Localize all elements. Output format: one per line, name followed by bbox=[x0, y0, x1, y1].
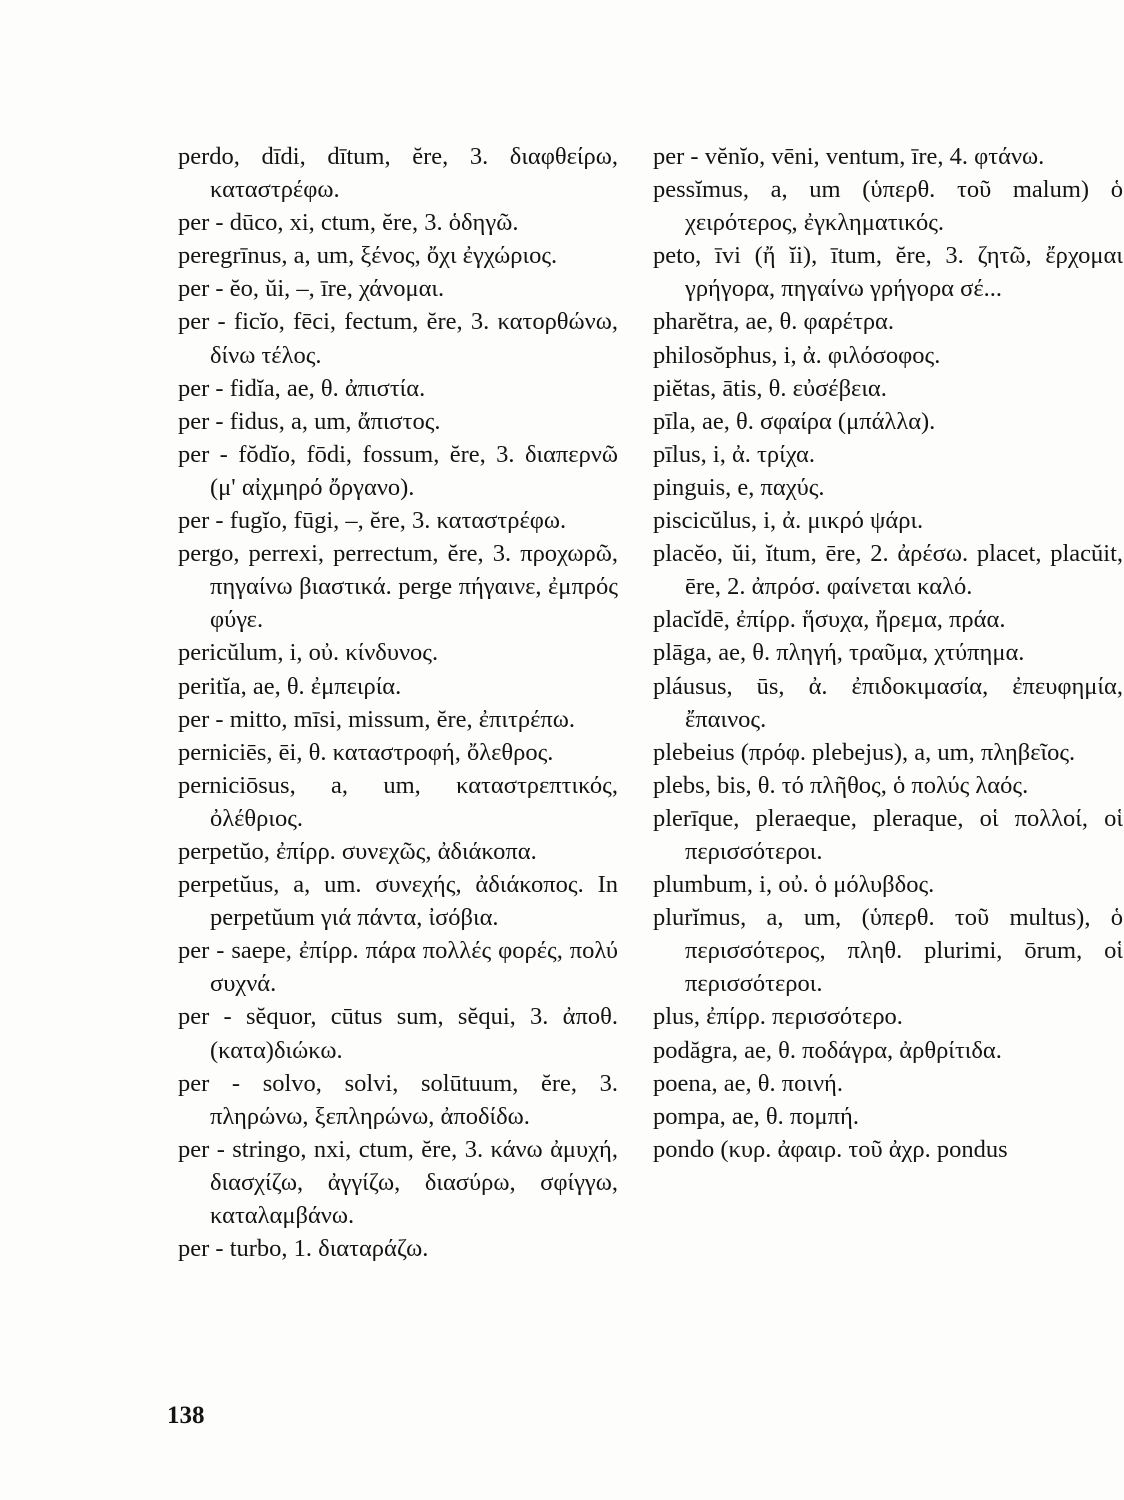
dictionary-entry: per - fugĭo, fūgi, –, ĕre, 3. καταστρέφω. bbox=[178, 507, 567, 535]
dictionary-entry: pondo (κυρ. ἀφαιρ. τοῦ ἀχρ. pondus bbox=[653, 1135, 1008, 1163]
dictionary-entry: per - ficĭo, fēci, fectum, ĕre, 3. κατορθώνω, δίνω τέλος. bbox=[178, 308, 618, 369]
dictionary-entry: piĕtas, ātis, θ. εὐσέβεια. bbox=[653, 374, 887, 402]
left-column bbox=[178, 140, 618, 1265]
dictionary-entry: perpetŭo, ἐπίρρ. συνεχῶς, ἀδιάκοπα. bbox=[178, 837, 537, 865]
dictionary-entry: peregrīnus, a, um, ξένος, ὄχι ἐγχώριος. bbox=[178, 242, 558, 270]
dictionary-entry: per - stringo, nxi, ctum, ĕre, 3. κάνω ἀμυχή, διασχίζω, ἀγγίζω, διασύρω, σφίγγω, καταλαμβάνω. bbox=[178, 1135, 618, 1229]
dictionary-entry: pompa, ae, θ. πομπή. bbox=[653, 1102, 859, 1130]
dictionary-entry: piscicŭlus, i, ἀ. μικρό ψάρι. bbox=[653, 507, 924, 535]
dictionary-entry: plurĭmus, a, um, (ὑπερθ. τοῦ multus), ὁ περισσότερος, πληθ. plurimi, ōrum, οἱ περισσότεροι. bbox=[653, 904, 1123, 998]
dictionary-entry: per - fidus, a, um, ἄπιστος. bbox=[178, 407, 441, 435]
dictionary-entry: philosŏphus, i, ἀ. φιλόσοφος. bbox=[653, 341, 941, 369]
dictionary-entry: plāga, ae, θ. πληγή, τραῦμα, χτύπημα. bbox=[653, 639, 1025, 667]
dictionary-entry: podăgra, ae, θ. ποδάγρα, ἀρθρίτιδα. bbox=[653, 1036, 1002, 1064]
dictionary-entry: plerīque, pleraeque, pleraque, οἱ πολλοί, οἱ περισσότεροι. bbox=[653, 804, 1123, 865]
dictionary-entry: pessĭmus, a, um (ὑπερθ. τοῦ malum) ὁ χειρότερος, ἐγκληματικός. bbox=[653, 176, 1123, 237]
dictionary-entry: perpetŭus, a, um. συνεχής, ἀδιάκοπος. In perpetŭum γιά πάντα, ἰσόβια. bbox=[178, 871, 618, 932]
dictionary-entry: per - mitto, mīsi, missum, ĕre, ἐπιτρέπω. bbox=[178, 705, 576, 733]
dictionary-entry: plebeius (πρόφ. plebejus), a, um, πληβεῖος. bbox=[653, 738, 1076, 766]
dictionary-entry: perniciēs, ēi, θ. καταστροφή, ὄλεθρος. bbox=[178, 738, 554, 766]
dictionary-entry: plebs, bis, θ. τό πλῆθος, ὁ πολύς λαός. bbox=[653, 771, 1029, 799]
dictionary-entry: pharĕtra, ae, θ. φαρέτρα. bbox=[653, 308, 895, 336]
dictionary-entry: pergo, perrexi, perrectum, ĕre, 3. προχωρῶ, πηγαίνω βιαστικά. perge πήγαινε, ἐμπρός φύγε. bbox=[178, 540, 618, 634]
dictionary-entry: per - vĕnĭo, vēni, ventum, īre, 4. φτάνω. bbox=[653, 143, 1045, 170]
dictionary-entry: per - solvo, solvi, solūtuum, ĕre, 3. πληρώνω, ξεπληρώνω, ἀποδίδω. bbox=[178, 1069, 618, 1130]
dictionary-entry: placĭdē, ἐπίρρ. ἥσυχα, ἤρεμα, πράα. bbox=[653, 606, 1006, 634]
right-column bbox=[653, 140, 1123, 1166]
dictionary-entry: plumbum, i, οὐ. ὁ μόλυβδος. bbox=[653, 871, 935, 899]
dictionary-entry: plus, ἐπίρρ. περισσότερο. bbox=[653, 1003, 903, 1031]
dictionary-entry: per - dūco, xi, ctum, ĕre, 3. ὁδηγῶ. bbox=[178, 209, 519, 237]
dictionary-entry: pericŭlum, i, οὐ. κίνδυνος. bbox=[178, 639, 439, 667]
page-number: 138 bbox=[167, 1402, 205, 1429]
dictionary-entry: pláusus, ūs, ἀ. ἐπιδοκιμασία, ἐπευφημία, ἔπαινος. bbox=[653, 672, 1123, 733]
dictionary-entry: pīlus, i, ἀ. τρίχα. bbox=[653, 440, 816, 468]
dictionary-entry: pinguis, e, παχύς. bbox=[653, 473, 825, 501]
dictionary-entry: per - saepe, ἐπίρρ. πάρα πολλές φορές, πολύ συχνά. bbox=[178, 937, 618, 998]
dictionary-entry: perdo, dīdi, dītum, ĕre, 3. διαφθείρω, καταστρέφω. bbox=[178, 143, 618, 204]
dictionary-entry: placĕo, ŭi, ĭtum, ēre, 2. ἀρέσω. placet, placŭit, ēre, 2. ἀπρόσ. φαίνεται καλό. bbox=[653, 540, 1123, 601]
dictionary-entry: perniciōsus, a, um, καταστρεπτικός, ὀλέθριος. bbox=[178, 771, 618, 832]
dictionary-entry: pīla, ae, θ. σφαίρα (μπάλλα). bbox=[653, 407, 936, 435]
dictionary-entry: peto, īvi (ἤ ĭi), ītum, ĕre, 3. ζητῶ, ἔρχομαι γρήγορα, πηγαίνω γρήγορα σέ... bbox=[653, 242, 1123, 303]
dictionary-entry: per - turbo, 1. διαταράζω. bbox=[178, 1235, 429, 1263]
dictionary-entry: per - ĕo, ŭi, –, īre, χάνομαι. bbox=[178, 275, 445, 303]
dictionary-entry: per - fidĭa, ae, θ. ἀπιστία. bbox=[178, 374, 426, 402]
dictionary-entry: per - sĕquor, cūtus sum, sĕqui, 3. ἀποθ. (κατα)διώκω. bbox=[178, 1003, 618, 1064]
dictionary-entry: peritĭa, ae, θ. ἐμπειρία. bbox=[178, 672, 402, 700]
dictionary-entry: per - fŏdĭo, fōdi, fossum, ĕre, 3. διαπερνῶ (μ' αἰχμηρό ὄργανο). bbox=[178, 440, 618, 501]
dictionary-entry: poena, ae, θ. ποινή. bbox=[653, 1069, 843, 1097]
